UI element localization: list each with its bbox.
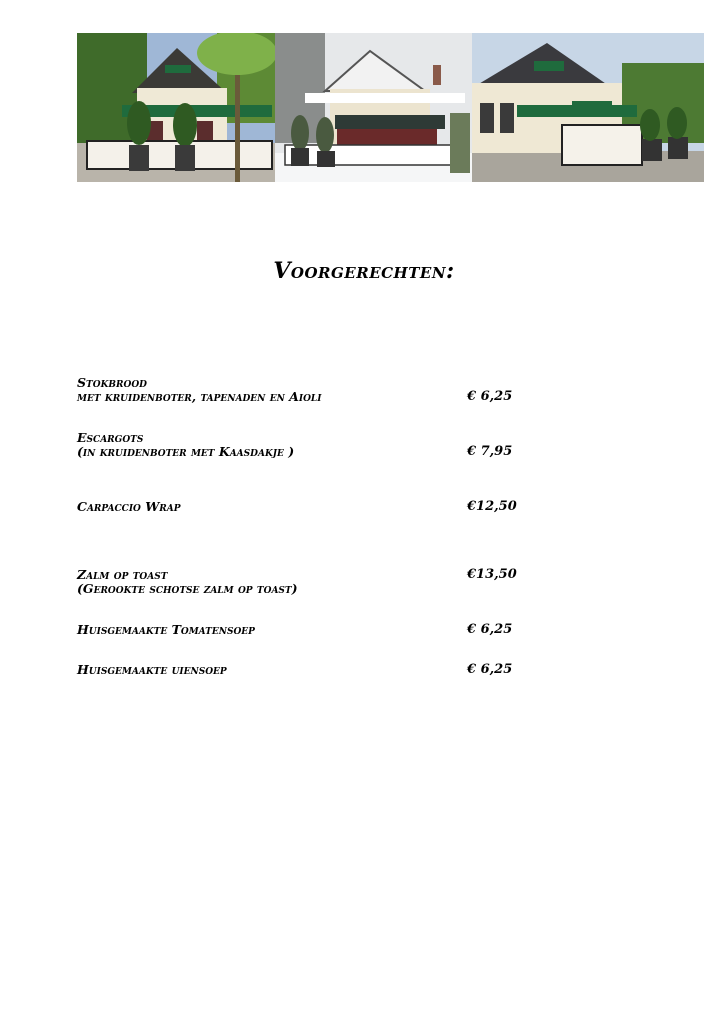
menu-item-price: € 6,25 <box>467 622 513 637</box>
menu-item-uiensoep <box>77 663 537 677</box>
menu-item-tomatensoep <box>77 623 537 637</box>
header-photo-banner <box>77 33 704 182</box>
menu-item-description: (in kruidenboter met Kaasdakje ) <box>77 444 295 459</box>
menu-item-name: Huisgemaakte Tomatensoep <box>77 622 255 637</box>
menu-item-description: (Gerookte schotse zalm op toast) <box>77 581 298 596</box>
menu-item-price: € 7,95 <box>467 444 513 459</box>
menu-item-name: Carpaccio Wrap <box>77 499 181 514</box>
menu-item-name: Huisgemaakte uiensoep <box>77 662 227 677</box>
menu-item-price: €12,50 <box>467 499 517 514</box>
menu-item-carpaccio-wrap <box>77 500 537 514</box>
page-title: Voorgerechten: <box>273 258 455 284</box>
menu-item-description: met kruidenboter, tapenaden en Aioli <box>77 389 322 404</box>
menu-item-name: Escargots <box>77 430 144 445</box>
menu-item-stokbrood <box>77 376 537 404</box>
menu-item-name: Zalm op toast <box>77 567 168 582</box>
menu-item-zalm-op-toast <box>77 568 537 596</box>
menu-item-price: €13,50 <box>467 567 517 582</box>
menu-item-escargots <box>77 431 537 459</box>
restaurant-summer-photo <box>77 33 275 182</box>
restaurant-winter-photo <box>275 33 472 182</box>
menu-item-name: Stokbrood <box>77 375 147 390</box>
menu-item-price: € 6,25 <box>467 389 513 404</box>
restaurant-side-photo <box>472 33 704 182</box>
menu-item-price: € 6,25 <box>467 662 513 677</box>
